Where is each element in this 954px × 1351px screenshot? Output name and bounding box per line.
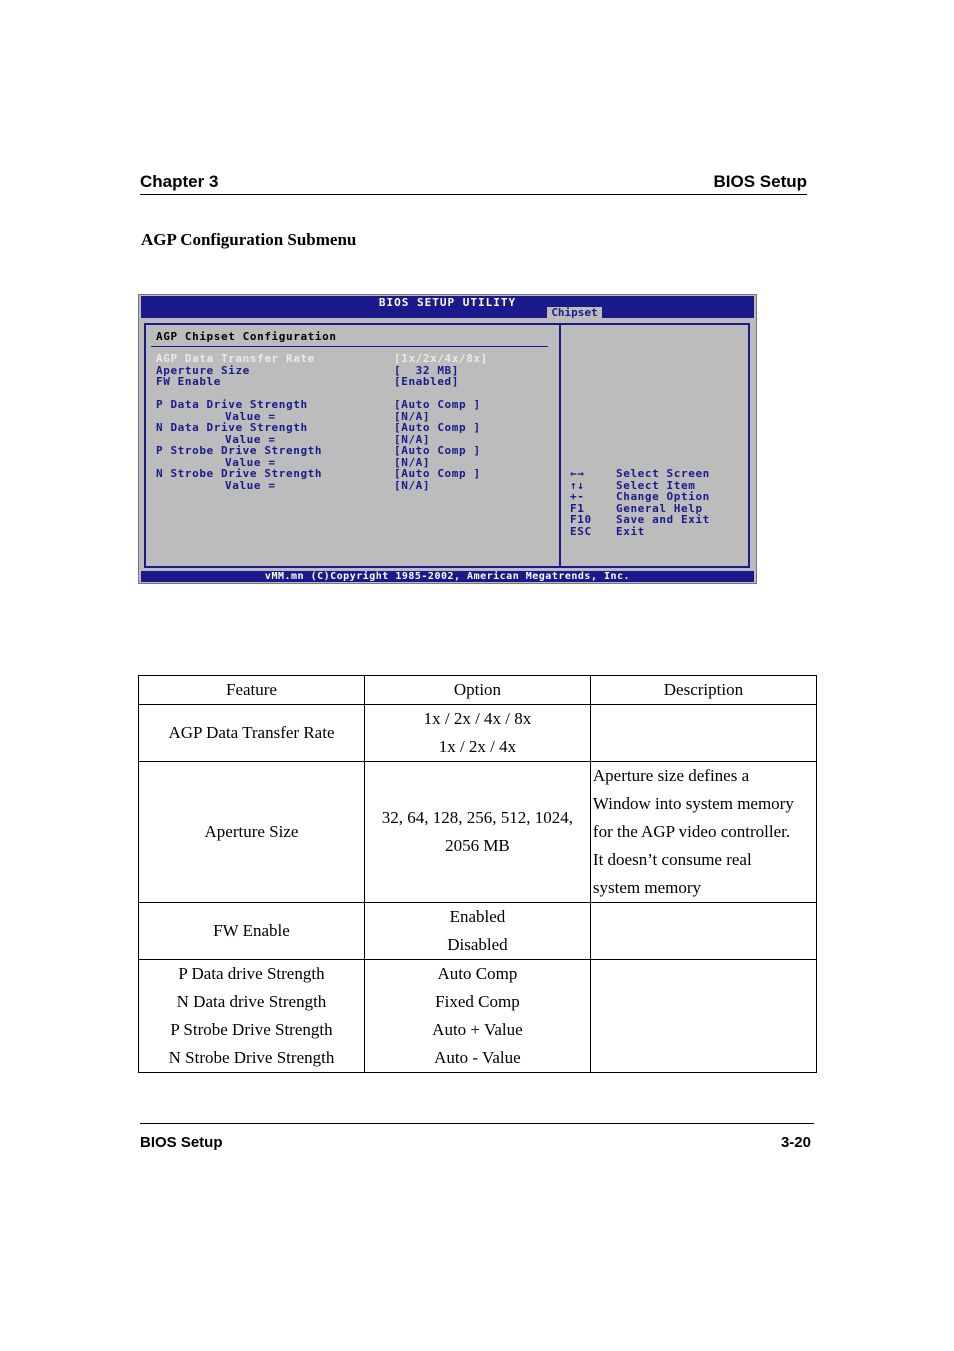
- feature-cell-line: AGP Data Transfer Rate: [168, 723, 335, 742]
- feature-cell-line: N Data drive Strength: [176, 992, 327, 1011]
- feature-cell-line: N Strobe Drive Strength: [168, 1048, 335, 1067]
- bios-item-value[interactable]: [N/A]: [394, 456, 431, 469]
- bios-help-action: Exit: [616, 524, 645, 538]
- bios-screenshot: [138, 294, 757, 584]
- bios-item-value[interactable]: [N/A]: [394, 410, 431, 423]
- description-cell-line: It doesn’t consume real: [592, 850, 752, 869]
- option-cell-line: 1x / 2x / 4x / 8x: [423, 709, 532, 728]
- bios-tab-chipset[interactable]: Chipset: [547, 307, 602, 319]
- bios-item-label[interactable]: AGP Data Transfer Rate: [156, 352, 315, 365]
- option-cell: [364, 762, 590, 903]
- bios-help-key: +-: [570, 490, 585, 503]
- description-cell-line: Aperture size defines a: [592, 766, 750, 785]
- option-cell-line: 32, 64, 128, 256, 512, 1024,: [381, 808, 574, 827]
- bios-item-value[interactable]: [Auto Comp ]: [394, 467, 481, 480]
- bios-item-label[interactable]: P Strobe Drive Strength: [156, 444, 323, 457]
- bios-item-value[interactable]: [Auto Comp ]: [394, 398, 481, 411]
- bios-help-action: Select Item: [616, 478, 696, 492]
- description-cell-line: Window into system memory: [592, 794, 794, 813]
- bios-item-label[interactable]: Value =: [225, 479, 276, 492]
- bios-help-key: ←→: [570, 467, 585, 480]
- bios-help-action: Change Option: [616, 490, 710, 503]
- bios-item-value[interactable]: [Enabled]: [394, 375, 460, 388]
- bios-item-label[interactable]: N Strobe Drive Strength: [156, 467, 323, 480]
- header-option: Option: [364, 676, 590, 705]
- feature-cell: [139, 705, 365, 762]
- table-row: [139, 705, 817, 762]
- footer-rule: [140, 1123, 814, 1124]
- description-cell: [590, 903, 816, 960]
- feature-cell: [139, 762, 365, 903]
- bios-panel-title: AGP Chipset Configuration: [156, 330, 337, 343]
- description-cell-line: for the AGP video controller.: [592, 822, 791, 841]
- bios-divider: [151, 346, 548, 347]
- feature-cell: [139, 960, 365, 1073]
- bios-item-label[interactable]: FW Enable: [156, 375, 222, 388]
- header-feature: Feature: [139, 676, 365, 705]
- bios-help-action: Select Screen: [616, 467, 710, 480]
- option-cell-line: 2056 MB: [445, 836, 510, 855]
- chapter-label: Chapter 3: [140, 172, 219, 191]
- table-row: [139, 960, 817, 1073]
- bios-item-value[interactable]: [Auto Comp ]: [394, 444, 481, 457]
- feature-cell-line: Aperture Size: [204, 822, 299, 841]
- bios-copyright: vMM.mn (C)Copyright 1985-2002, American Megatrends, Inc.: [141, 571, 754, 582]
- option-cell-line: 1x / 2x / 4x: [438, 737, 517, 756]
- bios-item-label[interactable]: N Data Drive Strength: [156, 421, 308, 434]
- bios-help-action: Save and Exit: [616, 513, 710, 526]
- option-cell-line: Fixed Comp: [435, 992, 520, 1011]
- option-cell: [364, 705, 590, 762]
- header-description: Description: [590, 676, 816, 705]
- option-cell: [364, 960, 590, 1073]
- bios-item-value[interactable]: [Auto Comp ]: [394, 421, 481, 434]
- description-cell: [590, 762, 816, 903]
- table-row: [139, 762, 817, 903]
- bios-item-label[interactable]: Value =: [225, 433, 276, 446]
- bios-title: BIOS SETUP UTILITY: [378, 296, 517, 309]
- section-label: BIOS Setup: [713, 172, 807, 191]
- option-cell-line: Enabled: [449, 907, 506, 926]
- bios-item-value[interactable]: [1x/2x/4x/8x]: [394, 352, 488, 365]
- description-cell: [590, 960, 816, 1073]
- bios-item-value[interactable]: [N/A]: [394, 433, 431, 446]
- description-cell-line: system memory: [592, 878, 702, 897]
- table-row: [139, 903, 817, 960]
- option-cell-line: Disabled: [447, 935, 508, 954]
- options-table: [138, 675, 817, 1073]
- page-header: [140, 172, 807, 195]
- section-title: AGP Configuration Submenu: [141, 230, 357, 249]
- option-cell-line: Auto Comp: [437, 964, 518, 983]
- option-cell: [364, 903, 590, 960]
- bios-item-value[interactable]: [N/A]: [394, 479, 431, 492]
- option-cell-line: Auto + Value: [432, 1020, 523, 1039]
- option-cell-line: Auto - Value: [434, 1048, 521, 1067]
- footer-left: BIOS Setup: [140, 1134, 223, 1151]
- table-header-row: [139, 676, 817, 705]
- bios-item-label[interactable]: P Data Drive Strength: [156, 398, 308, 411]
- bios-help-action: General Help: [616, 501, 703, 515]
- bios-item-value[interactable]: [ 32 MB]: [394, 364, 460, 377]
- feature-cell-line: P Data drive Strength: [178, 964, 325, 983]
- bios-help-key: F1: [570, 501, 585, 515]
- description-cell: [590, 705, 816, 762]
- page-number: 3-20: [780, 1134, 811, 1151]
- bios-item-label[interactable]: Aperture Size: [156, 364, 250, 377]
- bios-item-label[interactable]: Value =: [225, 410, 276, 423]
- bios-help-key: F10: [570, 513, 592, 526]
- feature-cell: [139, 903, 365, 960]
- bios-item-label[interactable]: Value =: [225, 456, 276, 469]
- bios-help-key: ↑↓: [570, 478, 585, 492]
- bios-help-key: ESC: [570, 524, 592, 538]
- bios-title-bar: [141, 296, 754, 318]
- feature-cell-line: FW Enable: [213, 921, 290, 940]
- feature-cell-line: P Strobe Drive Strength: [170, 1020, 333, 1039]
